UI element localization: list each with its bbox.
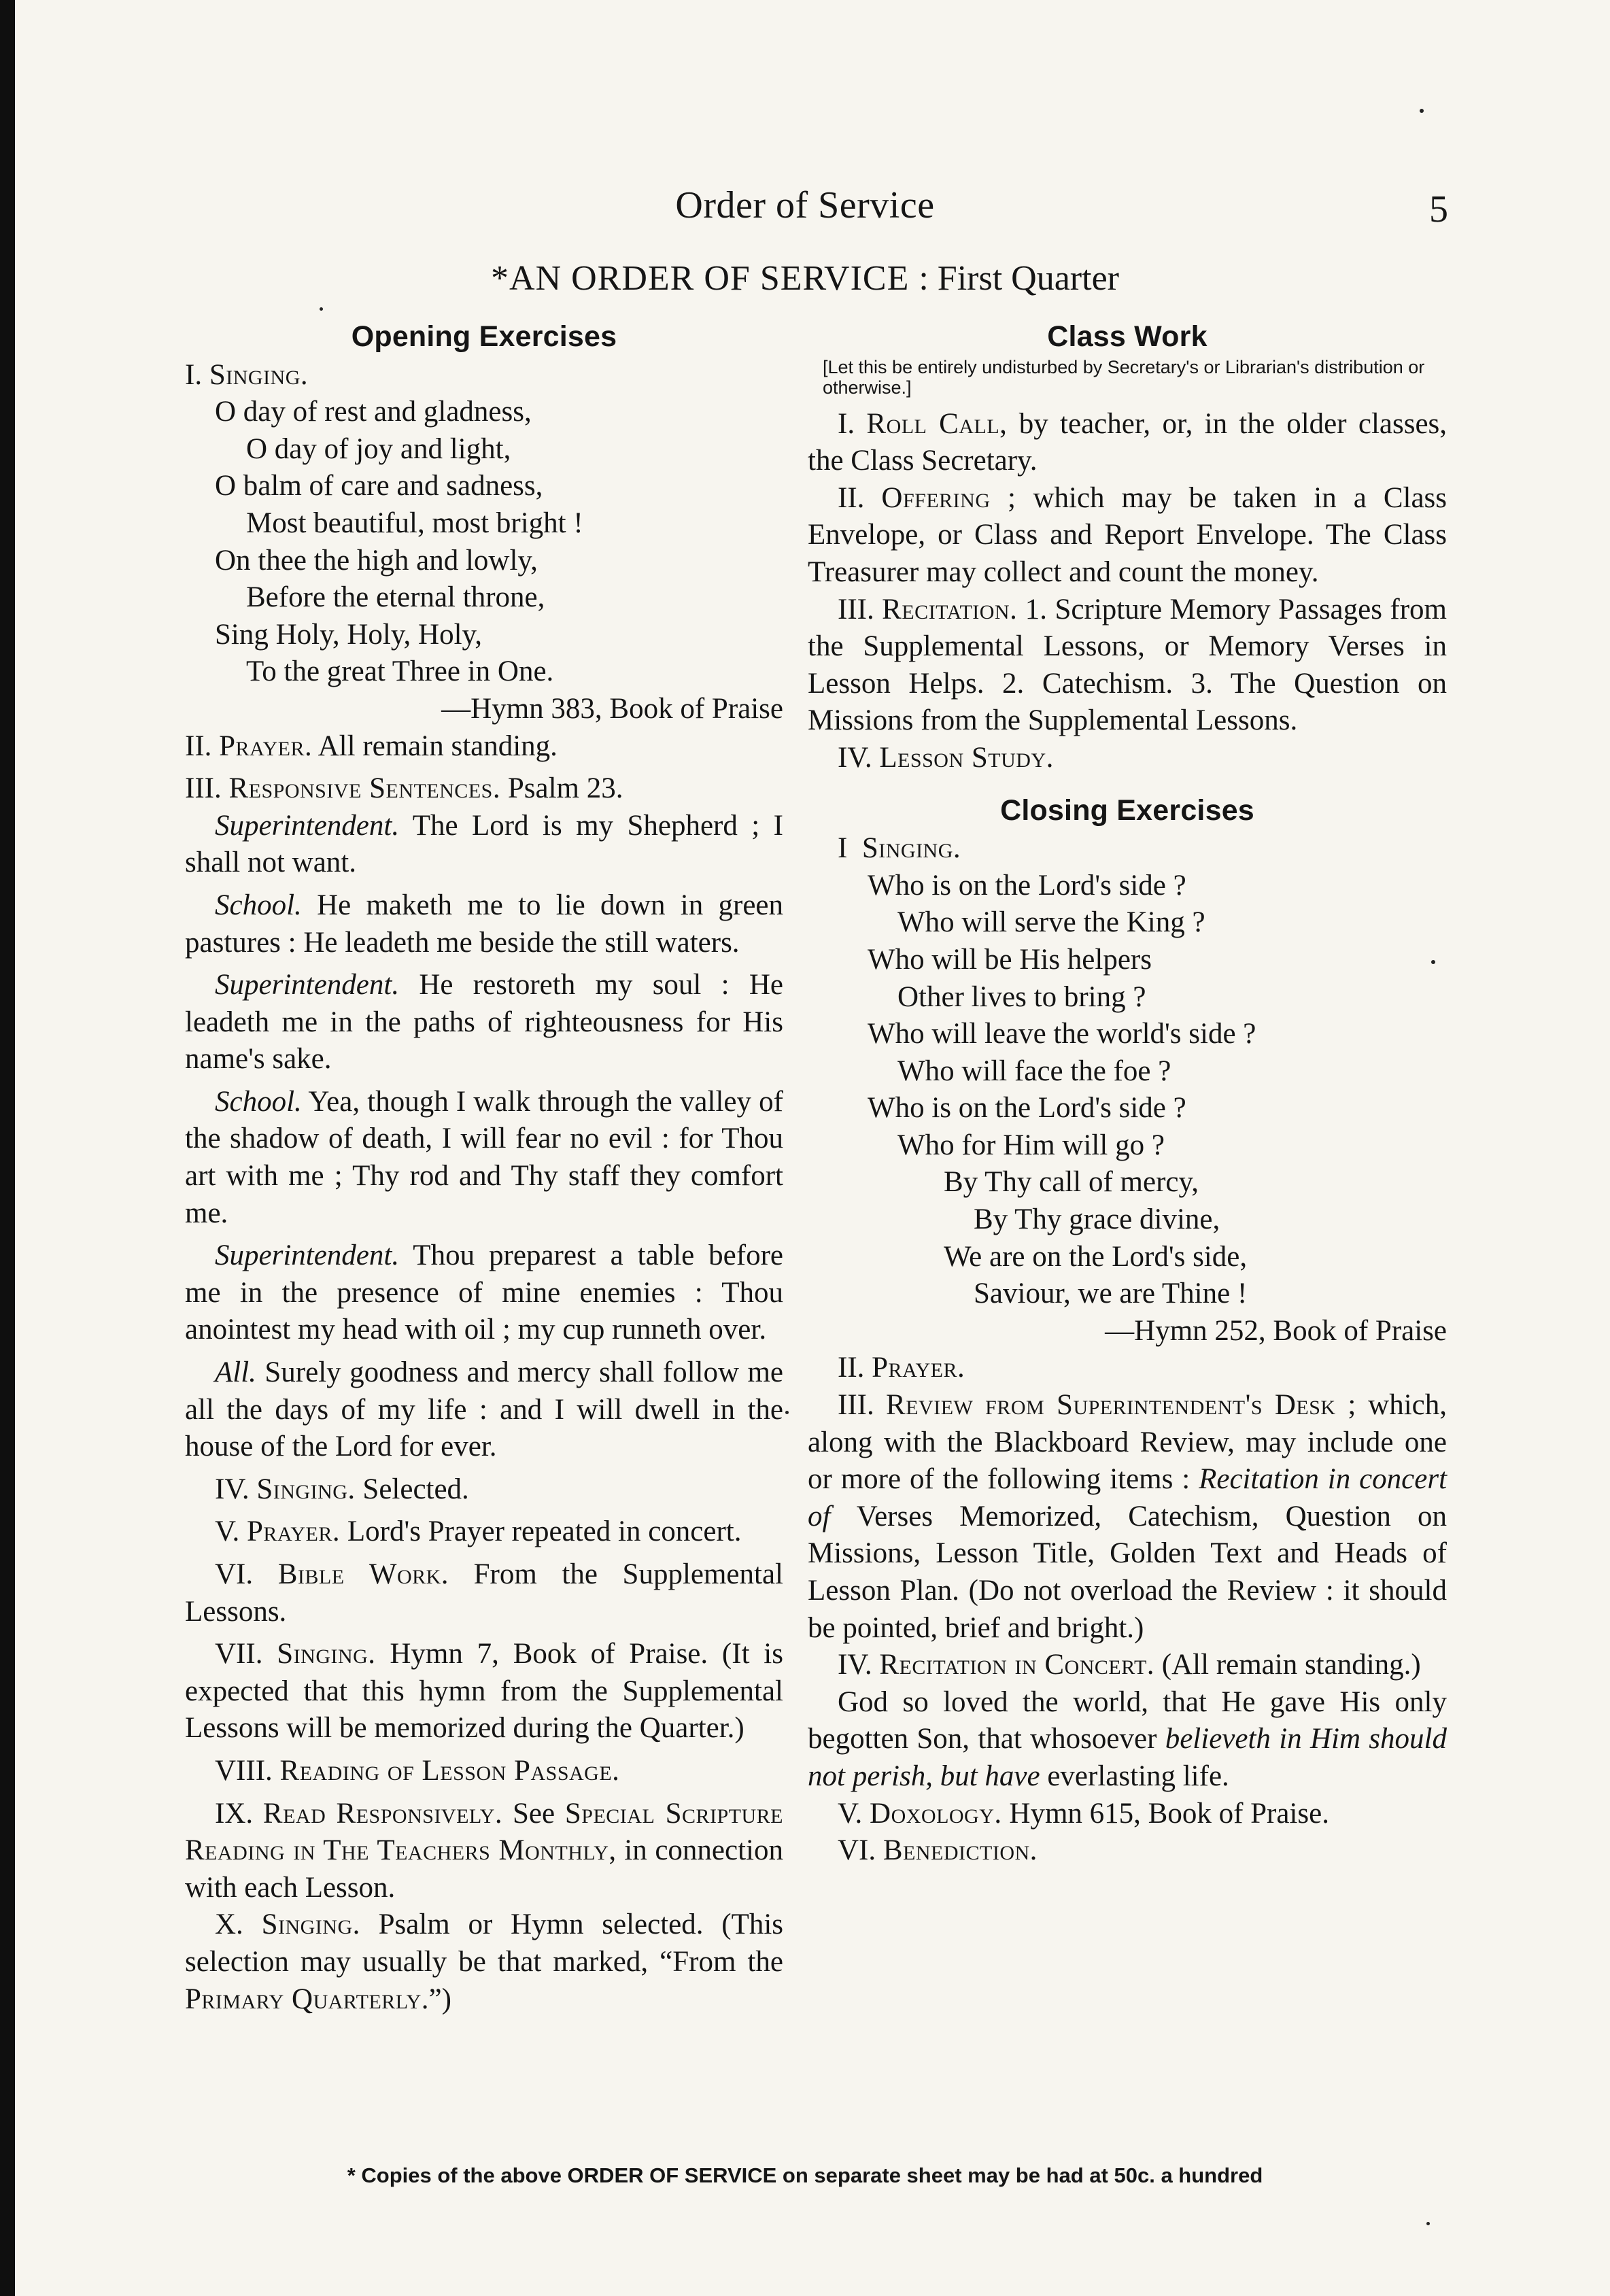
scan-binding-edge [0,0,15,2296]
class-work-note: [Let this be entirely undisturbed by Secretary's or Librarian's distribution or otherwise.] [823,356,1425,398]
hymn-line: Who will be His helpers [868,943,1152,976]
reading-speaker: Superintendent. [215,1239,400,1272]
reading-text: The Lord is my Shepherd ; I shall not want. [185,809,783,879]
hymn-line: Who is on the Lord's side ? [868,1092,1186,1125]
item-label: Benediction. [883,1834,1038,1867]
item-text: Verses Memorized, Catechism, Question on Missions, Lesson Title, Golden Text and Heads of Lesson Plan. (Do not overload the Review : it should be pointed, brief and bright.) [808,1500,1447,1644]
item-label: Recitation. [882,593,1018,626]
running-title: Order of Service [675,184,935,226]
item-text: by teacher, or, in the older classes, the Class Secretary. [808,407,1448,477]
item-text: .”) [421,1983,451,2015]
item-label: Prayer. [219,730,313,762]
item-label: Singing. [861,832,961,865]
item-label: Read Responsively. [262,1797,503,1830]
item-text: 1. Scripture Memory Passages from the Supplemental Lessons, or Memory Verses in Lesson Helps. 2. Catechism. 3. The Question on Missions from the Supplemental Lessons. [808,593,1447,737]
closing-prayer-item [808,1350,1447,1387]
psalm-or-hymn-item [185,1906,783,2018]
closing-hymn [808,868,1447,1313]
page-number: 5 [1429,188,1448,230]
hymn-line: By Thy call of mercy, [944,1166,1199,1199]
item-number: VI. [215,1558,254,1590]
item-text: From the Supplemental Lessons. [185,1558,783,1628]
responsive-reading [185,967,783,1078]
recitation-item [808,592,1447,740]
item-label: Prayer. [872,1352,965,1384]
item-label: Lesson Study. [879,741,1054,774]
item-label: Singing. [209,358,309,391]
page-title-quarter: : First Quarter [919,259,1119,298]
john-3-16-text [808,1684,1447,1796]
item-text-italic: Recitation in concert of [808,1463,1448,1532]
item-number: VII. [215,1638,263,1670]
item-text: See [512,1797,555,1830]
hymn-line: Sing Holy, Holy, Holy, [215,618,482,651]
verse-text-italic: believeth in Him should not perish, but have [808,1723,1447,1792]
closing-singing-item [808,830,1447,868]
recitation-in-concert-item [808,1647,1447,1684]
reading-text: Surely goodness and mercy shall follow me all the days of my life : and I will dwell in the house of the Lord for ever. [185,1356,784,1463]
hymn-line: Who is on the Lord's side ? [868,869,1186,902]
responsive-sentences-item [185,770,783,808]
item-text: Hymn 7, Book of Praise. (It is expected that this hymn from the Supplemental Lessons will be memorized during the Quarter.) [185,1638,783,1745]
item-text: Lord's Prayer repeated in concert. [347,1515,742,1548]
hymn-line: Other lives to bring ? [897,980,1146,1013]
item-label: Responsive Sentences. [228,772,501,805]
item-label: Offering ; [881,481,1016,514]
item-label: Bible Work. [277,1558,449,1590]
reading-speaker: All. [215,1356,256,1389]
doxology-item [808,1796,1447,1833]
opening-singing-selected-item [185,1471,783,1509]
hymn-line: On thee the high and lowly, [215,544,538,577]
item-number: III. [838,593,874,626]
responsive-reading [185,808,783,882]
hymn-line: Who will face the foe ? [897,1055,1171,1087]
item-label: Doxology. [870,1797,1002,1830]
hymn-line: O day of joy and light, [246,432,511,465]
scan-speck [785,1411,789,1414]
item-label: Review from Superintendent's Desk ; [886,1389,1356,1422]
hymn-line: Who for Him will go ? [897,1129,1165,1161]
item-number: VIII. [215,1754,273,1787]
reading-text: He restoreth my soul : He leadeth me in the paths of righteousness for His name's sake. [185,969,784,1076]
hymn-attribution: —Hymn 383, Book of Praise [441,692,783,725]
responsive-reading [185,1237,783,1349]
benediction-item [808,1832,1447,1870]
scan-speck [1420,109,1424,113]
hymn-line: To the great Three in One. [246,655,554,688]
item-label: Singing. [256,1473,356,1505]
item-text: which may be taken in a Class Envelope, or Class and Report Envelope. The Class Treasurer may collect and count the money. [808,481,1448,588]
left-column [185,318,783,2018]
hymn-line: Before the eternal throne, [246,581,545,614]
item-label: Roll Call, [866,407,1008,440]
item-number: II. [185,730,212,762]
item-number: I. [838,407,855,440]
item-label: Recitation in Concert. [879,1649,1155,1681]
item-label: Singing. [261,1908,360,1941]
verse-text: everlasting life. [1047,1760,1229,1792]
item-number: X. [215,1908,243,1941]
item-number: VI. [838,1834,876,1867]
verse-text: God so loved the world, that He gave His only begotten Son, that whosoever [808,1685,1447,1755]
item-number: IV. [838,1649,872,1681]
item-number: II. [838,1352,865,1384]
item-number: II. [838,481,865,514]
right-column [808,318,1447,1870]
item-number: I [838,832,848,865]
item-number: IV. [838,741,872,774]
item-number: V. [215,1515,240,1548]
reading-speaker: Superintendent. [215,969,400,1001]
item-reference: Special Scripture Reading in The Teachers Monthly, [185,1797,784,1867]
lesson-passage-item [185,1753,783,1790]
item-number: IV. [215,1473,250,1505]
item-text: which, along with the Blackboard Review, may include one or more of the following items : [808,1389,1448,1496]
responsive-reading [185,1084,783,1232]
scan-speck [1426,2222,1430,2225]
item-text: Psalm 23. [507,772,623,805]
running-head [0,184,1610,245]
reading-speaker: School. [215,1085,302,1118]
hymn-line: Who will leave the world's side ? [868,1018,1256,1050]
bible-work-item [185,1556,783,1630]
closing-exercises-heading: Closing Exercises [1000,793,1254,827]
read-responsively-item [185,1796,783,1907]
hymn-line: Most beautiful, most bright ! [246,507,583,539]
item-number: I. [185,358,203,391]
item-label: Prayer. [247,1515,341,1548]
item-number: V. [838,1797,863,1830]
lords-prayer-item [185,1513,783,1551]
hymn-line: Saviour, we are Thine ! [974,1278,1248,1310]
hymn-line: Who will serve the King ? [897,906,1205,939]
item-number: III. [185,772,222,805]
item-label: Reading of Lesson Passage. [279,1754,620,1787]
scan-speck [320,307,323,311]
opening-exercises-heading: Opening Exercises [351,320,617,353]
item-text: Selected. [362,1473,469,1505]
opening-prayer-item [185,728,783,766]
item-reference: Primary Quarterly [185,1983,422,2015]
hymn-line: By Thy grace divine, [974,1203,1220,1236]
hymn-line: We are on the Lord's side, [944,1240,1248,1273]
responsive-reading [185,1354,783,1466]
footnote: * Copies of the above ORDER OF SERVICE on separate sheet may be had at 50c. a hundred [347,2163,1263,2187]
hymn-seven-item [185,1636,783,1747]
opening-singing-item [185,357,783,394]
hymn-line: O balm of care and sadness, [215,470,543,502]
reading-text: Thou preparest a table before me in the presence of mine enemies : Thou anointest my head with oil ; my cup runneth over. [185,1239,783,1346]
item-text: All remain standing. [318,730,558,762]
reading-text: He maketh me to lie down in green pastures : He leadeth me beside the still waters. [185,889,784,959]
hymn-line: O day of rest and gladness, [215,396,532,428]
reading-text: Yea, though I walk through the valley of the shadow of death, I will fear no evil : for Thou art with me ; Thy rod and Thy staff they comfort me. [185,1085,783,1229]
item-label: Singing. [277,1638,376,1670]
page-title [0,258,1610,298]
item-number: III. [838,1389,874,1422]
item-text: (All remain standing.) [1161,1649,1421,1681]
responsive-reading [185,887,783,961]
page-title-main: *AN ORDER OF SERVICE [491,259,910,298]
item-number: IX. [215,1797,254,1830]
review-item [808,1387,1447,1647]
opening-hymn [185,394,783,691]
class-work-heading: Class Work [1047,320,1208,353]
lesson-study-item [808,740,1447,777]
offering-item [808,480,1447,592]
reading-speaker: School. [215,889,302,921]
roll-call-item [808,406,1447,480]
hymn-attribution: —Hymn 252, Book of Praise [1105,1314,1447,1347]
reading-speaker: Superintendent. [215,809,400,842]
item-text: Hymn 615, Book of Praise. [1009,1797,1329,1830]
item-text: in connection with each Lesson. [185,1834,783,1904]
item-text: Psalm or Hymn selected. (This selection may usually be that marked, “From the [185,1908,784,1978]
